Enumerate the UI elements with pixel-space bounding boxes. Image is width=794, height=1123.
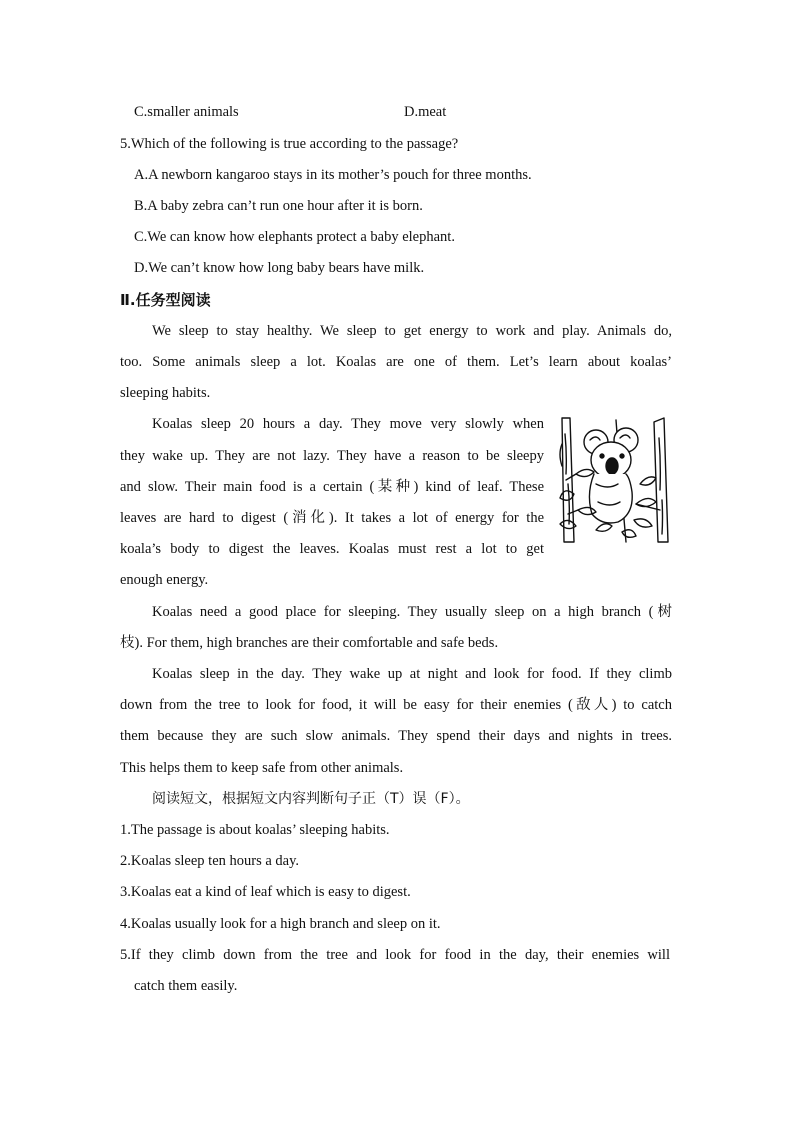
statement-5: 5.If they climb down from the tree and look for food in the day, their enemies will: [120, 947, 670, 963]
passage-p4-line: down from the tree to look for food, it will be easy for their enemies (敌人) to catch: [120, 697, 672, 713]
passage-p4-line: Koalas sleep in the day. They wake up at night and look for food. If they climb: [152, 666, 672, 682]
q5-option-b: B.A baby zebra can’t run one hour after it is born.: [134, 198, 423, 214]
statement-4: 4.Koalas usually look for a high branch and sleep on it.: [120, 916, 441, 932]
q5-question: 5.Which of the following is true according to the passage?: [120, 136, 459, 152]
statement-5-continued: catch them easily.: [134, 978, 238, 994]
statement-2: 2.Koalas sleep ten hours a day.: [120, 853, 300, 869]
task-instruction: 阅读短文，根据短文内容判断句子正（T）误（F）。: [152, 791, 470, 807]
koala-illustration: [556, 414, 674, 544]
passage-p4-line: This helps them to keep safe from other animals.: [120, 760, 404, 776]
passage-p2-line: leaves are hard to digest (消化). It takes a lot of energy for the: [120, 510, 544, 526]
q4-option-c: C.smaller animals: [134, 104, 239, 120]
q5-option-a: A.A newborn kangaroo stays in its mother’s pouch for three months.: [134, 167, 532, 183]
statement-3: 3.Koalas eat a kind of leaf which is easy to digest.: [120, 884, 411, 900]
passage-p1-line: We sleep to stay healthy. We sleep to get energy to work and play. Animals do,: [152, 323, 672, 339]
q5-option-d: D.We can’t know how long baby bears have milk.: [134, 260, 425, 276]
passage-p3-line: 枝). For them, high branches are their comfortable and safe beds.: [120, 635, 499, 651]
passage-p2-line: Koalas sleep 20 hours a day. They move very slowly when: [152, 416, 544, 432]
passage-p2-line: enough energy.: [120, 572, 209, 588]
section-title: Ⅱ.任务型阅读: [120, 291, 211, 309]
passage-p2-line: koala’s body to digest the leaves. Koalas must rest a lot to get: [120, 541, 544, 557]
passage-p1-line: too. Some animals sleep a lot. Koalas are one of them. Let’s learn about koalas’: [120, 354, 672, 370]
passage-p2-line: they wake up. They are not lazy. They have a reason to be sleepy: [120, 448, 544, 464]
q4-option-d: D.meat: [404, 104, 447, 120]
q5-option-c: C.We can know how elephants protect a baby elephant.: [134, 229, 455, 245]
passage-p4-line: them because they are such slow animals. They spend their days and nights in trees.: [120, 728, 672, 744]
statement-1: 1.The passage is about koalas’ sleeping habits.: [120, 822, 390, 838]
passage-p3-line: Koalas need a good place for sleeping. They usually sleep on a high branch (树: [152, 604, 672, 620]
passage-p2-line: and slow. Their main food is a certain (某种) kind of leaf. These: [120, 479, 544, 495]
passage-p1-line: sleeping habits.: [120, 385, 211, 401]
